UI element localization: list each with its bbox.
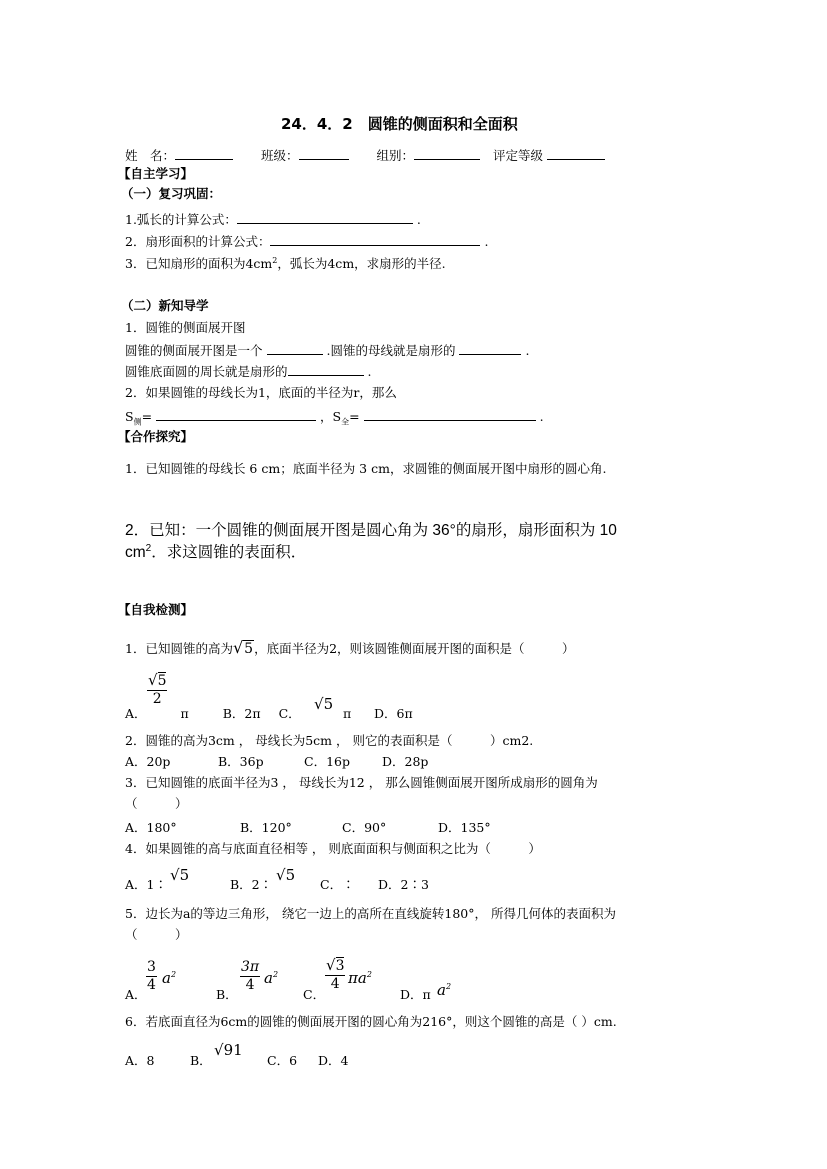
coop-q2-line2 bbox=[125, 542, 306, 564]
review-q3 bbox=[125, 256, 446, 272]
period: . bbox=[484, 234, 489, 249]
new-q2-text: 圆锥的侧面展开图是一个 bbox=[125, 343, 263, 358]
check-q5-line1: 5．边长为a的等边三角形， 绕它一边上的高所在直线旋转180°， 所得几何体的表面积为 bbox=[125, 906, 616, 921]
q3-option-b[interactable]: B．120° bbox=[240, 820, 292, 835]
q6-option-b-sqrt: √91 bbox=[214, 1041, 243, 1059]
q1-option-c-pi: π bbox=[343, 706, 352, 721]
q5-option-b-var: $a^2$ bbox=[264, 969, 279, 987]
unfolded-shape-blank[interactable] bbox=[267, 342, 323, 355]
q5-option-c-var: $\pi a^2$ bbox=[348, 969, 372, 987]
page-title: 24．4．2 圆锥的侧面积和全面积 bbox=[281, 115, 518, 133]
new-q1: 1．圆锥的侧面展开图 bbox=[125, 320, 246, 335]
new-q2 bbox=[125, 342, 529, 359]
review-q2-text: 2．扇形面积的计算公式： bbox=[125, 234, 271, 249]
q5-option-c[interactable]: C． bbox=[303, 987, 326, 1002]
sqrt-five: √5 bbox=[232, 638, 254, 657]
check-q3-line2: （ ） bbox=[125, 796, 188, 811]
new-q3 bbox=[125, 363, 371, 380]
check-q1-options bbox=[125, 706, 301, 722]
q5-option-d-var: $a^2$ bbox=[437, 981, 452, 999]
review-subheading: （一）复习巩固： bbox=[121, 186, 222, 201]
q1-option-c[interactable]: C． bbox=[278, 706, 301, 721]
subscript-side: 侧 bbox=[133, 417, 142, 427]
q5-option-b-fraction: $\frac{3\pi}{4}$ bbox=[241, 959, 260, 993]
lateral-area-blank[interactable] bbox=[156, 408, 316, 421]
review-q3-text-end: ，弧长为4cm，求扇形的半径. bbox=[277, 256, 446, 271]
check-q1-text-end: ，底面半径为2，则该圆锥侧面展开图的面积是（ ） bbox=[254, 641, 575, 656]
q3-option-c[interactable]: C．90° bbox=[342, 820, 387, 835]
coop-q2-line1: 2．已知：一个圆锥的侧面展开图是圆心角为 36°的扇形，扇形面积为 10 bbox=[125, 522, 617, 539]
superscript: 2 bbox=[145, 542, 152, 554]
new-q2-text-b: .圆锥的母线就是扇形的 bbox=[326, 343, 456, 358]
period: . bbox=[416, 212, 421, 227]
q3-option-d[interactable]: D．135° bbox=[438, 820, 491, 835]
q5-option-a-fraction: $\frac{3}{4}$ bbox=[147, 959, 156, 993]
group-label: 组别： bbox=[376, 148, 414, 163]
circumference-blank[interactable] bbox=[288, 363, 364, 376]
q1-option-d[interactable]: D．6π bbox=[374, 706, 413, 721]
coop-q2-unit: cm bbox=[125, 544, 146, 561]
name-blank[interactable] bbox=[175, 147, 233, 160]
subscript-total: 全 bbox=[341, 417, 350, 427]
review-q3-text: 3．已知扇形的面积为4cm bbox=[125, 256, 273, 271]
q6-option-a[interactable]: A．8 bbox=[125, 1053, 155, 1068]
new-knowledge-subheading: （二）新知导学 bbox=[121, 298, 209, 313]
q4-option-a[interactable]: A．1∶ bbox=[125, 877, 167, 892]
q5-option-a[interactable]: A． bbox=[125, 987, 147, 1002]
q6-option-c[interactable]: C．6 bbox=[267, 1053, 298, 1068]
q5-option-a-var: $a^2$ bbox=[162, 969, 177, 987]
q1-option-c-sqrt: √5 bbox=[314, 695, 334, 713]
check-q6: 6．若底面直径为6cm的圆锥的侧面展开图的圆心角为216°，则这个圆锥的高是（ ）cm. bbox=[125, 1014, 617, 1029]
q1-option-b[interactable]: B．2π bbox=[222, 706, 261, 721]
equals: = bbox=[349, 409, 360, 424]
q5-option-d[interactable]: D．π bbox=[400, 987, 431, 1002]
equals: = bbox=[141, 409, 153, 424]
superscript: 2 bbox=[272, 255, 278, 265]
pi-symbol: π bbox=[180, 706, 189, 721]
class-label: 班级： bbox=[260, 148, 299, 163]
check-q4: 4．如果圆锥的高与底面直径相等 ， 则底面面积与侧面积之比为（ ） bbox=[125, 841, 541, 856]
grade-blank[interactable] bbox=[547, 147, 605, 160]
new-q4: 2．如果圆锥的母线长为1，底面的半径为r，那么 bbox=[125, 385, 397, 400]
section-cooperation-heading: 【合作探究】 bbox=[118, 429, 194, 444]
grade-label: 评定等级 bbox=[492, 148, 543, 163]
new-q3-text: 圆锥底面圆的周长就是扇形的 bbox=[125, 364, 288, 379]
generatrix-blank[interactable] bbox=[459, 342, 521, 355]
q4-option-a-sqrt: √5 bbox=[170, 866, 190, 884]
q6-option-d[interactable]: D．4 bbox=[318, 1053, 349, 1068]
period: . bbox=[525, 343, 530, 358]
coop-q1: 1．已知圆锥的母线长 6 cm；底面半径为 3 cm，求圆锥的侧面展开图中扇形的圆心角. bbox=[125, 461, 607, 476]
coop-q2-end: ．求这圆锥的表面积． bbox=[151, 544, 307, 561]
sector-area-blank[interactable] bbox=[270, 233, 480, 246]
s-total-symbol: ，S bbox=[320, 409, 342, 424]
q2-option-c[interactable]: C．16p bbox=[304, 754, 350, 769]
q4-option-b[interactable]: B．2∶ bbox=[230, 877, 273, 892]
check-q3-line1: 3．已知圆锥的底面半径为3 ， 母线长为12 ， 那么圆锥侧面展开图所成扇形的圆角为 bbox=[125, 775, 598, 790]
check-q1-text: 1．已知圆锥的高为 bbox=[125, 641, 233, 656]
s-side-symbol: S bbox=[125, 409, 134, 424]
q4-option-c[interactable]: C．∶ bbox=[320, 877, 355, 892]
q1-option-a[interactable]: A． bbox=[125, 706, 147, 721]
period: . bbox=[367, 364, 372, 379]
q5-option-b[interactable]: B． bbox=[216, 987, 238, 1002]
q2-option-a[interactable]: A．20p bbox=[125, 754, 171, 769]
total-area-blank[interactable] bbox=[364, 408, 536, 421]
q2-option-d[interactable]: D．28p bbox=[382, 754, 429, 769]
review-q1-text: 1.弧长的计算公式： bbox=[125, 212, 237, 227]
class-blank[interactable] bbox=[299, 147, 349, 160]
q1-option-a-fraction: $\frac{√5}{2}$ bbox=[148, 671, 167, 707]
arc-length-blank[interactable] bbox=[237, 211, 413, 224]
review-q2 bbox=[125, 233, 488, 250]
section-self-check-heading: 【自我检测】 bbox=[118, 602, 194, 617]
q5-option-c-fraction: $\frac{√3}{4}$ bbox=[326, 956, 345, 992]
q3-option-a[interactable]: A．180° bbox=[125, 820, 177, 835]
q2-option-b[interactable]: B．36p bbox=[218, 754, 264, 769]
check-q5-line2: （ ） bbox=[125, 927, 188, 942]
period: . bbox=[539, 409, 544, 424]
section-self-study-heading: 【自主学习】 bbox=[118, 166, 194, 181]
name-label: 姓 名： bbox=[125, 148, 176, 163]
check-q1 bbox=[125, 638, 575, 659]
q6-option-b[interactable]: B． bbox=[190, 1053, 212, 1068]
area-formula-row bbox=[125, 408, 544, 425]
check-q2: 2．圆锥的高为3cm ， 母线长为5cm ， 则它的表面积是（ ）cm2. bbox=[125, 733, 534, 748]
group-blank[interactable] bbox=[414, 147, 480, 160]
q4-option-d[interactable]: D．2∶3 bbox=[378, 877, 429, 892]
review-q1 bbox=[125, 211, 421, 228]
student-info-row bbox=[125, 147, 605, 164]
q4-option-b-sqrt: √5 bbox=[276, 866, 296, 884]
